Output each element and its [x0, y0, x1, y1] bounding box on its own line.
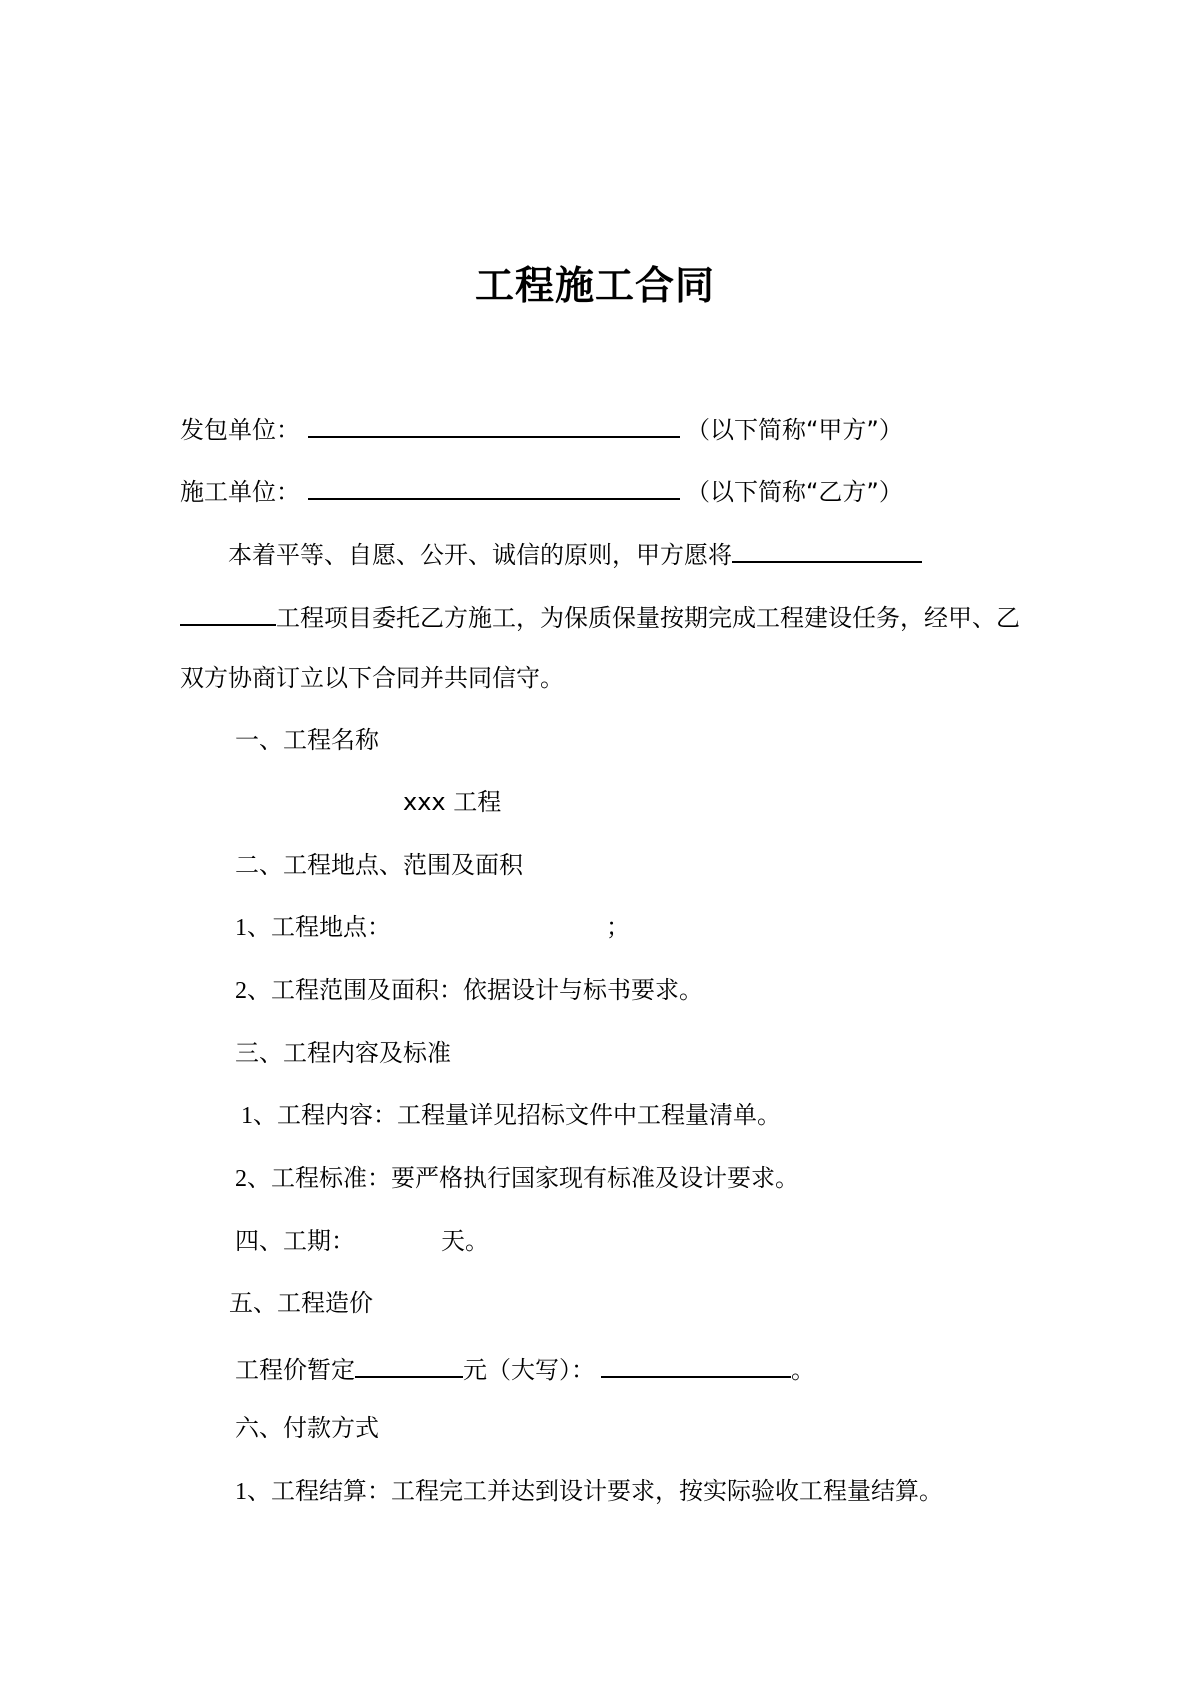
party-a-blank[interactable]	[308, 410, 680, 438]
item-text: 、工程结算：工程完工并达到设计要求，按实际验收工程量结算。	[247, 1477, 943, 1505]
project-name-value	[403, 785, 501, 819]
item-number: 1	[241, 1103, 253, 1129]
item-text: 、工程标准：要严格执行国家现有标准及设计要求。	[247, 1164, 799, 1192]
document-title: 工程施工合同	[474, 264, 715, 309]
party-b-line	[180, 472, 903, 509]
section-2-item-2	[235, 973, 703, 1008]
intro-line-2	[180, 598, 1020, 635]
item-number: 2	[235, 978, 247, 1004]
party-a-label: 发包单位：	[180, 416, 300, 444]
item-number: 2	[235, 1166, 247, 1192]
section-3-heading: 三、工程内容及标准	[235, 1039, 451, 1067]
section-6-heading: 六、付款方式	[235, 1414, 379, 1442]
duration-label: 四、工期：	[235, 1227, 355, 1255]
intro-line-3	[180, 661, 564, 695]
project-name-text: xxx 工程	[403, 788, 502, 816]
project-name-blank-cont[interactable]	[180, 598, 276, 626]
section-5-heading: 五、工程造价	[229, 1289, 373, 1317]
section-6-item-1	[235, 1474, 943, 1509]
item-number: 1	[235, 1479, 247, 1505]
intro-line-1	[228, 535, 922, 572]
party-a-suffix: （以下简称“甲方”）	[686, 416, 903, 444]
item-text: 、工程内容：工程量详见招标文件中工程量清单。	[253, 1101, 781, 1129]
price-end: 。	[791, 1356, 815, 1384]
party-b-label: 施工单位：	[180, 478, 300, 506]
intro-text-2: 工程项目委托乙方施工，为保质保量按期完成工程建设任务，经甲、乙	[276, 604, 1020, 632]
price-words-blank[interactable]	[601, 1350, 791, 1378]
intro-text-1: 本着平等、自愿、公开、诚信的原则，甲方愿将	[228, 541, 732, 569]
duration-unit: 天。	[441, 1227, 489, 1255]
project-name-blank[interactable]	[732, 535, 922, 563]
intro-text-3: 双方协商订立以下合同并共同信守。	[180, 664, 564, 692]
party-b-blank[interactable]	[308, 472, 680, 500]
price-mid: 元（大写）：	[463, 1356, 595, 1384]
section-1-heading: 一、工程名称	[235, 726, 379, 754]
item-number: 1	[235, 915, 247, 941]
item-text: 、工程范围及面积：依据设计与标书要求。	[247, 976, 703, 1004]
section-3-item-1	[241, 1098, 781, 1133]
party-b-suffix: （以下简称“乙方”）	[686, 478, 903, 506]
section-2-item-1	[235, 910, 630, 945]
item-text: 、工程地点：	[247, 913, 391, 941]
item-end: ；	[606, 913, 630, 941]
section-5-price-line	[235, 1350, 815, 1387]
price-prefix: 工程价暂定	[235, 1356, 355, 1384]
section-3-item-2	[235, 1161, 799, 1196]
section-2-heading: 二、工程地点、范围及面积	[235, 851, 523, 879]
price-number-blank[interactable]	[355, 1350, 463, 1378]
section-4-line	[235, 1224, 489, 1258]
party-a-line	[180, 410, 903, 447]
